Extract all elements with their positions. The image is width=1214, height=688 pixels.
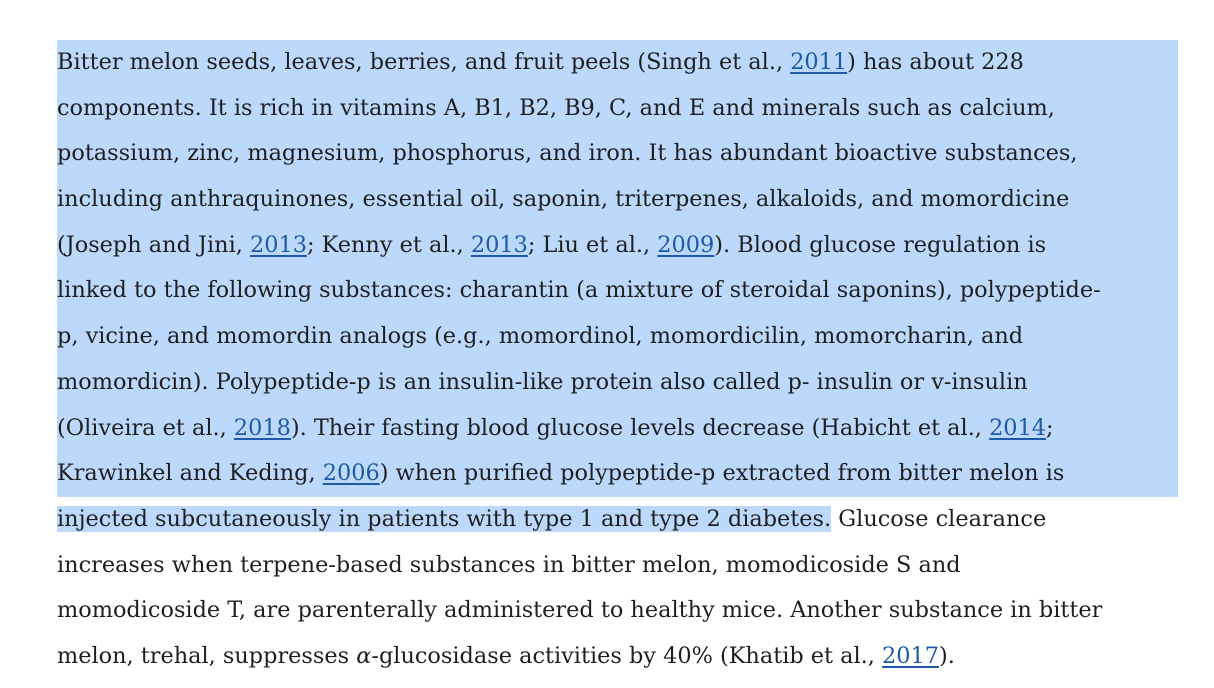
line-2: components. It is rich in vitamins A, B1, B2, B9, C, and E and minerals such as calcium,: [57, 86, 1187, 132]
citation-link[interactable]: 2013: [249, 231, 307, 258]
line-14: melon, trehal, suppresses α-glucosidase activities by 40% (Khatib et al., 2017).: [57, 642, 955, 669]
line-11: injected subcutaneously in patients with type 1 and type 2 diabetes. Glucose clearance: [57, 505, 1047, 532]
line-4: including anthraquinones, essential oil, saponin, triterpenes, alkaloids, and momordicine: [57, 177, 1187, 223]
line-9: (Oliveira et al., 2018). Their fasting blood glucose levels decrease (Habicht et al., 2014;: [57, 406, 1187, 452]
line-12: increases when terpene-based substances in bitter melon, momodicoside S and: [57, 551, 961, 578]
selection-end: injected subcutaneously in patients with type 1 and type 2 diabetes.: [57, 505, 832, 532]
citation-link[interactable]: 2011: [790, 49, 848, 75]
line-13: momodicoside T, are parenterally administered to healthy mice. Another substance in bitter: [57, 597, 1103, 624]
article-body: [57, 40, 1187, 680]
line-3: potassium, zinc, magnesium, phosphorus, and iron. It has abundant bioactive substances,: [57, 131, 1187, 177]
citation-link[interactable]: 2017: [882, 642, 940, 669]
citation-link[interactable]: 2006: [322, 460, 380, 487]
citation-link[interactable]: 2014: [989, 414, 1047, 441]
alpha-symbol: α: [356, 642, 372, 669]
line-6: linked to the following substances: charantin (a mixture of steroidal saponins), polypeptide-: [57, 268, 1187, 314]
citation-link[interactable]: 2013: [470, 231, 528, 258]
line-10: Krawinkel and Keding, 2006) when purified polypeptide-p extracted from bitter melon is: [57, 451, 1187, 497]
paragraph: [57, 40, 1187, 680]
line-7: p, vicine, and momordin analogs (e.g., momordinol, momordicilin, momorcharin, and: [57, 314, 1187, 360]
line-1: Bitter melon seeds, leaves, berries, and fruit peels (Singh et al., 2011) has about 228: [57, 40, 1187, 86]
citation-link[interactable]: 2009: [657, 231, 715, 258]
citation-link[interactable]: 2018: [233, 414, 291, 441]
line-8: momordicin). Polypeptide-p is an insulin-like protein also called p- insulin or v-insulin: [57, 360, 1187, 406]
line-5: (Joseph and Jini, 2013; Kenny et al., 2013; Liu et al., 2009). Blood glucose regulation is: [57, 223, 1187, 269]
